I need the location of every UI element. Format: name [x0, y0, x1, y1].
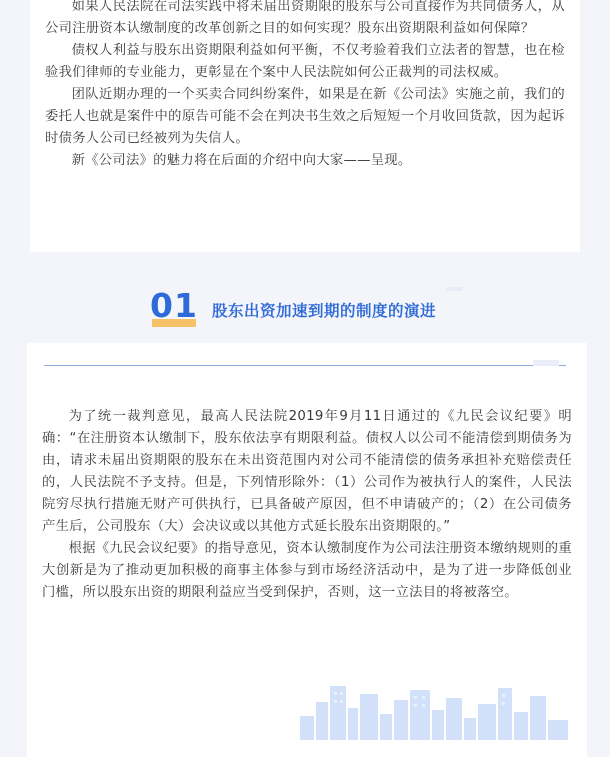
section-number-block: [150, 286, 210, 330]
intro-text: [45, 0, 565, 172]
section-title: 股东出资加速到期的制度的演进: [212, 302, 437, 320]
section-paragraph-1: 为了统一裁判意见，最高人民法院2019年9月11日通过的《九民会议纪要》明确：“在注册资本认缴制下，股东依法享有期限利益。债权人以公司不能清偿到期债务为由，请求未届出资期限的股东在未出资范围内对公司不能清偿的债务承担补充赔偿责任的，人民法院不予支持。但是，下列情形除外：（1）公司作为被执行人的案件，人民法院穷尽执行措施无财产可供执行，已具备破产原因，但不申请破产的；（2）在公司债务产生后，公司股东（大）会决议或以其他方式延长股东出资期限的。”: [42, 409, 572, 534]
section-number: 01: [150, 286, 198, 325]
section-heading: [150, 286, 510, 330]
intro-paragraph-1: 如果人民法院在司法实践中将未届出资期限的股东与公司直接作为共同债务人，从公司注册资本认缴制度的改革创新之目的如何实现？股东出资期限利益如何保障？: [45, 0, 565, 36]
section-divider: [44, 365, 566, 366]
intro-card: [30, 0, 580, 252]
intro-paragraph-3: 团队近期办理的一个买卖合同纠纷案件，如果是在新《公司法》实施之前，我们的委托人也就是案件中的原告可能不会在判决书生效之后短短一个月收回货款，因为起诉时债务人公司已经被列为失信人。: [45, 87, 565, 146]
city-skyline-decoration: [300, 680, 570, 740]
intro-paragraph-2: 债权人利益与股东出资期限利益如何平衡，不仅考验着我们立法者的智慧，也在检验我们律师的专业能力，更彰显在个案中人民法院如何公正裁判的司法权威。: [45, 43, 565, 80]
divider-tab: [533, 360, 559, 366]
intro-paragraph-4: 新《公司法》的魅力将在后面的介绍中向大家——呈现。: [71, 153, 412, 168]
section-text: [42, 406, 572, 604]
section-paragraph-2: 根据《九民会议纪要》的指导意见，资本认缴制度作为公司法注册资本缴纳规则的重大创新是为了推动更加积极的商事主体参与到市场经济活动中，是为了进一步降低创业门槛，所以股东出资的期限利益应当受到保护，否则，这一立法目的将被落空。: [42, 541, 572, 600]
